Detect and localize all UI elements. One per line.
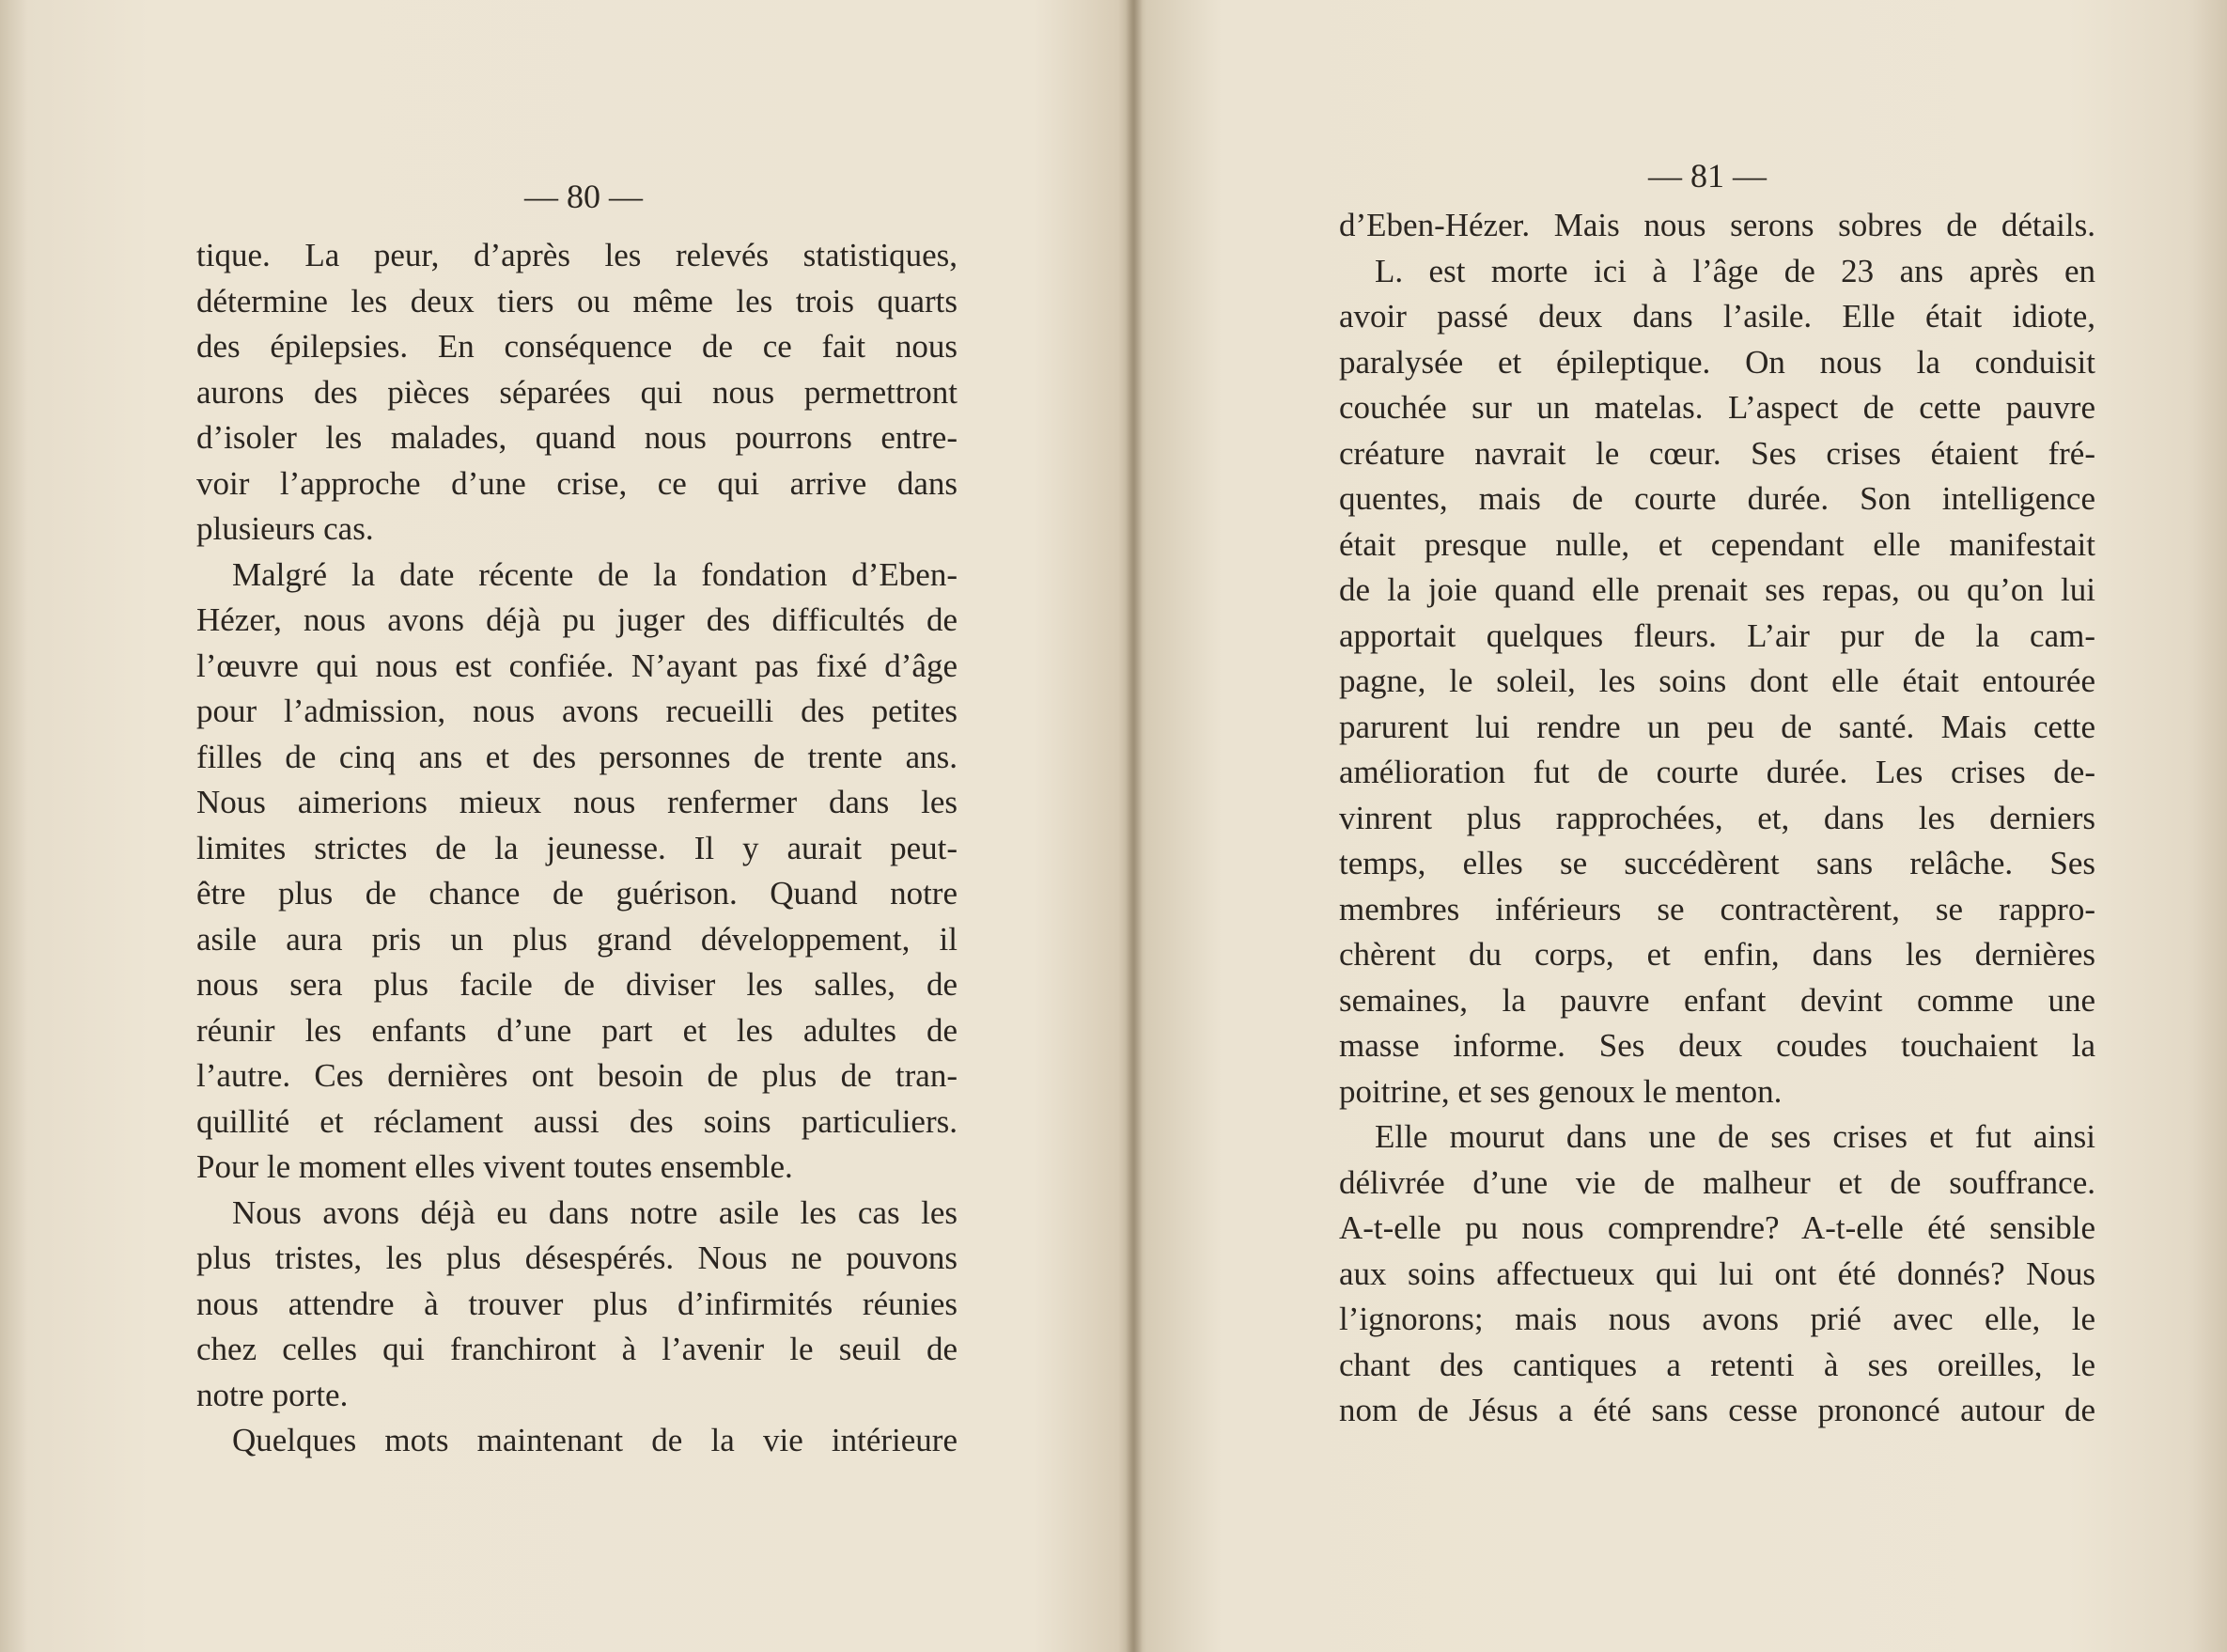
text-line: amélioration fut de courte durée. Les crises de- xyxy=(1339,754,2095,790)
text-line: poitrine, et ses genoux le menton. xyxy=(1339,1072,1783,1110)
text-line: réunir les enfants d’une part et les adultes de xyxy=(196,1011,958,1049)
text-line: aurons des pièces séparées qui nous permettront xyxy=(196,373,958,411)
text-line: apportait quelques fleurs. L’air pur de la cam- xyxy=(1339,616,2095,654)
text-line: notre porte. xyxy=(196,1376,349,1413)
text-line: nous sera plus facile de diviser les salles, de xyxy=(196,966,958,1003)
text-line: était presque nulle, et cependant elle manifestait xyxy=(1339,525,2095,563)
text-line: d’Eben-Hézer. Mais nous serons sobres de détails. xyxy=(1339,207,2095,243)
text-line: Malgré la date récente de la fondation d’Eben- xyxy=(232,555,958,593)
text-line: A-t-elle pu nous comprendre? A-t-elle été sensible xyxy=(1339,1209,2095,1246)
text-line: filles de cinq ans et des personnes de trente ans. xyxy=(196,738,958,775)
text-line: chant des cantiques a retenti à ses oreilles, le xyxy=(1339,1346,2095,1383)
text-line: couchée sur un matelas. L’aspect de cette pauvre xyxy=(1339,389,2095,426)
text-line: paralysée et épileptique. On nous la conduisit xyxy=(1339,343,2095,381)
text-line: chèrent du corps, et enfin, dans les dernières xyxy=(1339,936,2095,973)
right-page-text xyxy=(1339,203,2095,1434)
text-line: délivrée d’une vie de malheur et de souffrance. xyxy=(1339,1163,2095,1201)
text-line: Elle mourut dans une de ses crises et fut ainsi xyxy=(1375,1118,2095,1155)
text-line: L. est morte ici à l’âge de 23 ans après en xyxy=(1375,252,2095,289)
text-line: masse informe. Ses deux coudes touchaient la xyxy=(1339,1027,2095,1064)
text-line: l’ignorons; mais nous avons prié avec elle, le xyxy=(1339,1301,2095,1337)
text-line: tique. La peur, d’après les relevés statistiques, xyxy=(196,237,958,273)
text-line: avoir passé deux dans l’asile. Elle était idiote, xyxy=(1339,298,2095,335)
text-line: quentes, mais de courte durée. Son intelligence xyxy=(1339,480,2095,517)
text-line: chez celles qui franchiront à l’avenir le seuil de xyxy=(196,1331,958,1367)
text-line: limites strictes de la jeunesse. Il y aurait peut- xyxy=(196,829,958,866)
text-line: plusieurs cas. xyxy=(196,510,374,547)
text-line: aux soins affectueux qui lui ont été donnés? Nous xyxy=(1339,1255,2095,1292)
text-line: Pour le moment elles vivent toutes ensemble. xyxy=(196,1148,793,1185)
page-number-left: — 80 — xyxy=(524,178,643,215)
text-line: temps, elles se succédèrent sans relâche. Ses xyxy=(1339,845,2095,881)
text-line: nous attendre à trouver plus d’infirmités réunies xyxy=(196,1285,958,1322)
text-line: quillité et réclament aussi des soins particuliers. xyxy=(196,1102,958,1140)
text-line: pagne, le soleil, les soins dont elle était entourée xyxy=(1339,662,2095,699)
text-line: semaines, la pauvre enfant devint comme une xyxy=(1339,981,2095,1019)
text-line: voir l’approche d’une crise, ce qui arrive dans xyxy=(196,464,958,502)
page-number-right: — 81 — xyxy=(1648,157,1767,195)
text-line: l’autre. Ces dernières ont besoin de plus de tran- xyxy=(196,1057,958,1094)
text-line: nom de Jésus a été sans cesse prononcé autour de xyxy=(1339,1392,2095,1428)
text-line: d’isoler les malades, quand nous pourrons entre- xyxy=(196,419,958,456)
text-line: Hézer, nous avons déjà pu juger des difficultés de xyxy=(196,601,958,638)
text-line: parurent lui rendre un peu de santé. Mais cette xyxy=(1339,708,2095,745)
text-line: détermine les deux tiers ou même les trois quarts xyxy=(196,282,958,319)
text-line: asile aura pris un plus grand développement, il xyxy=(196,920,958,958)
text-line: créature navrait le cœur. Ses crises étaient fré- xyxy=(1339,434,2095,472)
text-line: vinrent plus rapprochées, et, dans les derniers xyxy=(1339,799,2095,836)
text-line: Nous aimerions mieux nous renfermer dans les xyxy=(196,784,958,820)
text-line: membres inférieurs se contractèrent, se rappro- xyxy=(1339,890,2095,927)
text-line: de la joie quand elle prenait ses repas, ou qu’on lui xyxy=(1339,571,2095,608)
text-line: Quelques mots maintenant de la vie intérieure xyxy=(232,1422,958,1458)
right-page xyxy=(1132,0,2227,1652)
left-page-text xyxy=(196,233,958,1464)
text-line: être plus de chance de guérison. Quand notre xyxy=(196,875,958,912)
text-line: Nous avons déjà eu dans notre asile les cas les xyxy=(232,1193,958,1231)
text-line: plus tristes, les plus désespérés. Nous ne pouvons xyxy=(196,1239,958,1276)
text-line: des épilepsies. En conséquence de ce fait nous xyxy=(196,328,958,365)
text-line: l’œuvre qui nous est confiée. N’ayant pas fixé d’âge xyxy=(196,647,958,684)
text-line: pour l’admission, nous avons recueilli des petites xyxy=(196,693,958,729)
